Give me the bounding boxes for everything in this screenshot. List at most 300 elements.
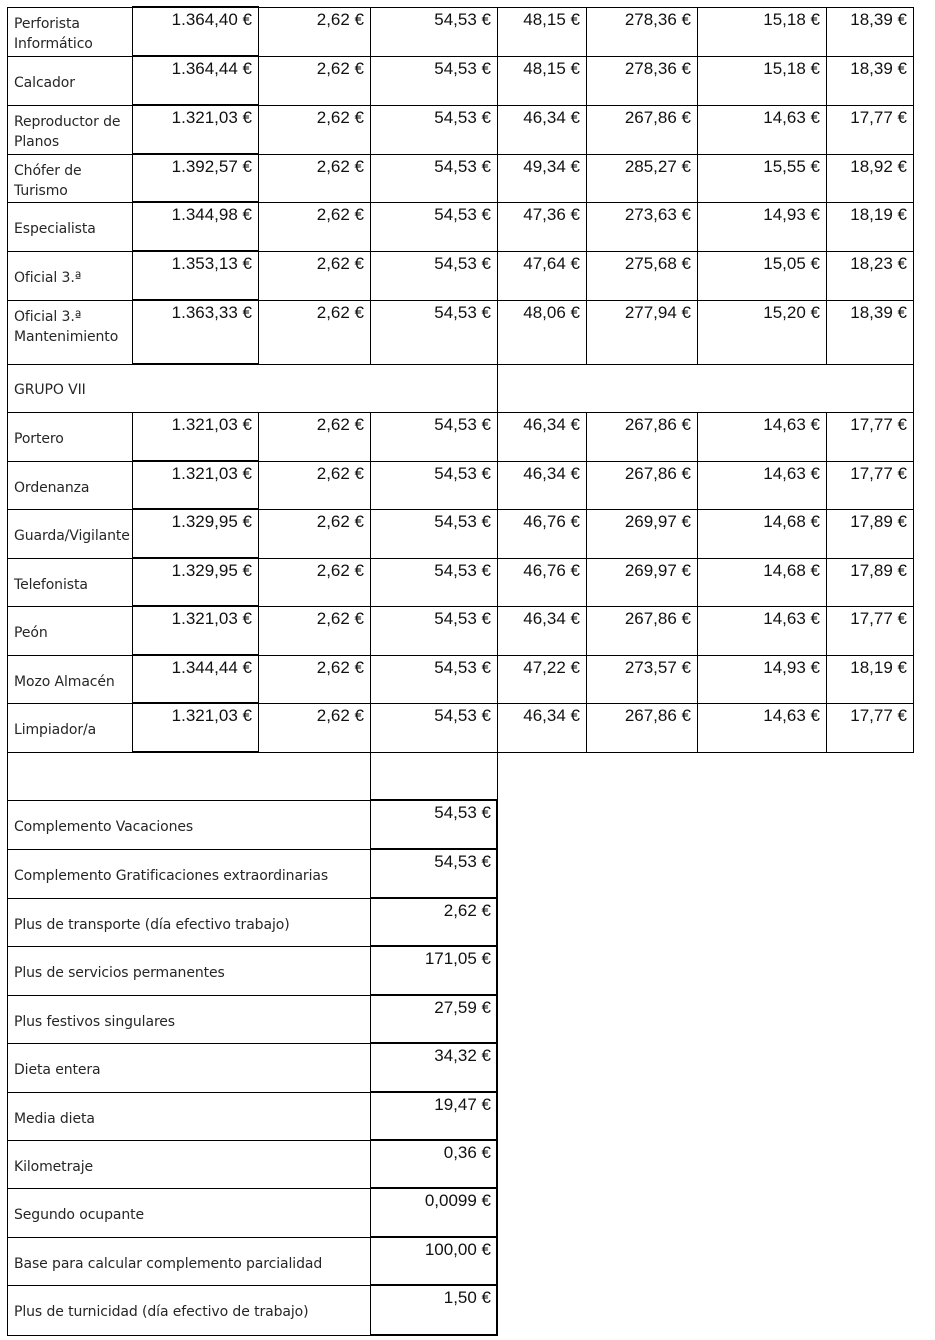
vertical-rule [7,7,8,57]
vertical-rule [586,251,587,301]
vertical-rule [258,461,259,510]
vertical-rule [826,509,827,559]
vacation-complement-cell: 54,53 € [434,415,491,434]
group-header: GRUPO VII [14,382,86,398]
vertical-rule [370,1237,371,1286]
vertical-rule [586,154,587,203]
overtime-cell: 14,68 € [763,512,820,531]
vertical-rule [697,509,698,559]
category-cell: Telefonista [14,577,88,593]
vacation-complement-cell: 54,53 € [434,464,491,483]
vertical-rule [913,461,914,510]
vertical-rule [370,251,371,301]
vertical-rule [7,1043,8,1093]
supplement-label: Segundo ocupante [14,1207,145,1223]
transport-plus-cell: 2,62 € [316,59,364,78]
vertical-rule [826,558,827,607]
vertical-rule [826,56,827,106]
overtime-cell: 14,93 € [763,205,820,224]
vertical-rule [132,154,133,203]
night-cell: 17,89 € [850,561,907,580]
overtime-cell: 14,68 € [763,561,820,580]
vertical-rule [258,154,259,203]
vacation-complement-cell: 54,53 € [434,512,491,531]
vertical-rule [370,752,371,800]
vacation-complement-cell: 54,53 € [434,59,491,78]
base-salary-cell: 1.344,98 € [171,205,252,224]
vertical-rule [258,105,259,155]
vertical-rule [370,655,371,704]
vertical-rule [913,300,914,365]
base-salary-cell: 1.392,57 € [171,157,252,176]
hour-rate-cell: 48,15 € [523,59,580,78]
vertical-rule [586,655,587,704]
vertical-rule [586,509,587,559]
supplement-value: 100,00 € [424,1240,491,1259]
vertical-rule [697,251,698,301]
vertical-rule [258,300,259,365]
vertical-rule [7,1188,8,1238]
vertical-rule [258,202,259,252]
vertical-rule [496,800,498,850]
vertical-rule [496,1285,498,1336]
night-cell: 18,39 € [850,59,907,78]
vertical-rule [7,703,8,753]
vertical-rule [497,703,498,753]
vertical-rule [586,105,587,155]
vertical-rule [826,655,827,704]
vertical-rule [132,56,133,106]
vertical-rule [586,606,587,656]
vertical-rule [7,800,8,850]
vertical-rule [826,412,827,462]
vertical-rule [370,202,371,252]
base-salary-cell: 1.353,13 € [171,254,252,273]
vertical-rule [132,105,133,155]
category-cell: Ordenanza [14,480,90,496]
base-salary-cell: 1.321,03 € [171,609,252,628]
vertical-rule [258,703,259,753]
vertical-rule [370,105,371,155]
vertical-rule [697,154,698,203]
vertical-rule [586,202,587,252]
extra-rate-cell: 273,57 € [624,658,691,677]
hour-rate-cell: 46,34 € [523,706,580,725]
vertical-rule [826,154,827,203]
night-cell: 18,92 € [850,157,907,176]
vertical-rule [496,995,498,1044]
vertical-rule [497,558,498,607]
vertical-rule [496,898,498,947]
vacation-complement-cell: 54,53 € [434,254,491,273]
vertical-rule [586,300,587,365]
transport-plus-cell: 2,62 € [316,706,364,725]
overtime-cell: 15,55 € [763,157,820,176]
vertical-rule [913,154,914,203]
transport-plus-cell: 2,62 € [316,108,364,127]
extra-rate-cell: 273,63 € [624,205,691,224]
hour-rate-cell: 46,76 € [523,512,580,531]
vertical-rule [497,509,498,559]
night-cell: 18,19 € [850,658,907,677]
transport-plus-cell: 2,62 € [316,561,364,580]
night-cell: 17,77 € [850,706,907,725]
vertical-rule [497,7,498,57]
vertical-rule [913,412,914,462]
vertical-rule [370,1043,371,1093]
category-cell: Calcador [14,75,75,91]
vertical-rule [7,300,8,365]
vertical-rule [132,300,133,365]
vertical-rule [258,251,259,301]
supplement-value: 0,0099 € [424,1191,491,1210]
vacation-complement-cell: 54,53 € [434,157,491,176]
vertical-rule [497,251,498,301]
hour-rate-cell: 47,36 € [523,205,580,224]
vertical-rule [7,412,8,462]
supplement-value: 34,32 € [434,1046,491,1065]
vertical-rule [497,655,498,704]
supplement-label: Complemento Vacaciones [14,819,194,835]
supplement-label: Plus de turnicidad (día efectivo de trabajo) [14,1304,309,1320]
vertical-rule [586,412,587,462]
vertical-rule [586,558,587,607]
category-cell: Guarda/Vigilante [14,528,130,544]
extra-rate-cell: 267,86 € [624,706,691,725]
vertical-rule [826,606,827,656]
vertical-rule [586,461,587,510]
vertical-rule [132,251,133,301]
supplement-value: 171,05 € [424,949,491,968]
vertical-rule [370,606,371,656]
base-salary-cell: 1.321,03 € [171,108,252,127]
hour-rate-cell: 49,34 € [523,157,580,176]
extra-rate-cell: 278,36 € [624,10,691,29]
vertical-rule [826,703,827,753]
vacation-complement-cell: 54,53 € [434,303,491,322]
transport-plus-cell: 2,62 € [316,512,364,531]
category-cell: Mozo Almacén [14,674,115,690]
vertical-rule [7,461,8,510]
vertical-rule [258,558,259,607]
vertical-rule [7,1092,8,1141]
vertical-rule [7,154,8,203]
horizontal-rule [370,1334,498,1336]
vertical-rule [496,1140,498,1189]
vertical-rule [697,655,698,704]
vertical-rule [258,7,259,57]
vertical-rule [370,703,371,753]
vertical-rule [7,1237,8,1286]
vertical-rule [697,461,698,510]
vertical-rule [370,412,371,462]
extra-rate-cell: 267,86 € [624,108,691,127]
vertical-rule [586,7,587,57]
overtime-cell: 15,18 € [763,10,820,29]
night-cell: 18,23 € [850,254,907,273]
category-cell: Limpiador/a [14,722,97,738]
vertical-rule [697,412,698,462]
category-cell: Portero [14,431,64,447]
vertical-rule [7,946,8,996]
vertical-rule [7,752,8,800]
vertical-rule [258,655,259,704]
vertical-rule [370,1140,371,1189]
night-cell: 18,39 € [850,303,907,322]
vacation-complement-cell: 54,53 € [434,561,491,580]
category-cell: Perforista Informático [14,16,93,52]
category-cell: Reproductor de Planos [14,114,121,150]
vertical-rule [370,154,371,203]
overtime-cell: 15,20 € [763,303,820,322]
base-salary-cell: 1.321,03 € [171,415,252,434]
vertical-rule [7,898,8,947]
vertical-rule [697,606,698,656]
vertical-rule [497,202,498,252]
vertical-rule [826,105,827,155]
horizontal-rule [132,751,259,753]
extra-rate-cell: 269,97 € [624,561,691,580]
vertical-rule [7,1285,8,1336]
base-salary-cell: 1.321,03 € [171,706,252,725]
vertical-rule [586,56,587,106]
vertical-rule [132,558,133,607]
vertical-rule [7,364,8,412]
vertical-rule [132,202,133,252]
vertical-rule [697,558,698,607]
vertical-rule [370,849,371,899]
vertical-rule [913,655,914,704]
supplement-value: 54,53 € [434,803,491,822]
vertical-rule [132,703,133,753]
hour-rate-cell: 47,22 € [523,658,580,677]
vertical-rule [697,202,698,252]
extra-rate-cell: 269,97 € [624,512,691,531]
night-cell: 17,77 € [850,415,907,434]
vertical-rule [497,752,498,800]
hour-rate-cell: 46,76 € [523,561,580,580]
supplement-value: 54,53 € [434,852,491,871]
vertical-rule [7,1140,8,1189]
vertical-rule [258,412,259,462]
vertical-rule [497,105,498,155]
night-cell: 17,77 € [850,108,907,127]
supplement-value: 27,59 € [434,998,491,1017]
vertical-rule [370,1285,371,1336]
vacation-complement-cell: 54,53 € [434,108,491,127]
supplement-label: Media dieta [14,1111,95,1127]
vertical-rule [370,800,371,850]
night-cell: 17,77 € [850,609,907,628]
night-cell: 17,89 € [850,512,907,531]
vertical-rule [132,461,133,510]
vertical-rule [132,606,133,656]
vertical-rule [370,946,371,996]
vertical-rule [7,606,8,656]
vertical-rule [913,558,914,607]
supplement-label: Base para calcular complemento parcialidad [14,1256,323,1272]
overtime-cell: 14,63 € [763,415,820,434]
vertical-rule [826,202,827,252]
vertical-rule [826,300,827,365]
vertical-rule [496,1188,498,1238]
supplement-label: Dieta entera [14,1062,101,1078]
category-cell: Peón [14,625,48,641]
supplement-label: Complemento Gratificaciones extraordinarias [14,868,329,884]
vertical-rule [496,849,498,899]
vertical-rule [132,655,133,704]
overtime-cell: 14,93 € [763,658,820,677]
supplement-value: 2,62 € [443,901,491,920]
vacation-complement-cell: 54,53 € [434,10,491,29]
vertical-rule [496,1237,498,1286]
base-salary-cell: 1.321,03 € [171,464,252,483]
vertical-rule [913,251,914,301]
transport-plus-cell: 2,62 € [316,10,364,29]
base-salary-cell: 1.363,33 € [171,303,252,322]
extra-rate-cell: 285,27 € [624,157,691,176]
overtime-cell: 14,63 € [763,706,820,725]
vertical-rule [7,105,8,155]
transport-plus-cell: 2,62 € [316,303,364,322]
vertical-rule [370,461,371,510]
vertical-rule [7,558,8,607]
vertical-rule [697,56,698,106]
hour-rate-cell: 46,34 € [523,464,580,483]
base-salary-cell: 1.344,44 € [171,658,252,677]
vertical-rule [913,509,914,559]
extra-rate-cell: 267,86 € [624,464,691,483]
vertical-rule [258,509,259,559]
vertical-rule [697,105,698,155]
vertical-rule [7,202,8,252]
transport-plus-cell: 2,62 € [316,415,364,434]
extra-rate-cell: 277,94 € [624,303,691,322]
transport-plus-cell: 2,62 € [316,609,364,628]
vertical-rule [913,105,914,155]
base-salary-cell: 1.329,95 € [171,512,252,531]
vertical-rule [826,461,827,510]
transport-plus-cell: 2,62 € [316,205,364,224]
hour-rate-cell: 46,34 € [523,609,580,628]
vertical-rule [7,251,8,301]
vertical-rule [913,364,914,412]
vertical-rule [7,849,8,899]
vertical-rule [826,7,827,57]
vertical-rule [913,56,914,106]
vertical-rule [496,1043,498,1093]
base-salary-cell: 1.329,95 € [171,561,252,580]
vertical-rule [370,1188,371,1238]
extra-rate-cell: 278,36 € [624,59,691,78]
vertical-rule [370,509,371,559]
extra-rate-cell: 267,86 € [624,609,691,628]
vertical-rule [370,1092,371,1141]
base-salary-cell: 1.364,44 € [171,59,252,78]
vertical-rule [586,703,587,753]
vertical-rule [7,995,8,1044]
vertical-rule [370,898,371,947]
vertical-rule [132,7,133,57]
overtime-cell: 14,63 € [763,609,820,628]
transport-plus-cell: 2,62 € [316,254,364,273]
vertical-rule [913,606,914,656]
supplement-label: Plus de servicios permanentes [14,965,225,981]
transport-plus-cell: 2,62 € [316,658,364,677]
vertical-rule [7,655,8,704]
vertical-rule [826,251,827,301]
vacation-complement-cell: 54,53 € [434,609,491,628]
hour-rate-cell: 46,34 € [523,108,580,127]
supplement-label: Kilometraje [14,1159,94,1175]
vertical-rule [913,703,914,753]
vertical-rule [697,7,698,57]
base-salary-cell: 1.364,40 € [171,10,252,29]
vertical-rule [370,558,371,607]
vertical-rule [497,606,498,656]
vertical-rule [7,509,8,559]
hour-rate-cell: 48,06 € [523,303,580,322]
overtime-cell: 15,05 € [763,254,820,273]
vertical-rule [913,202,914,252]
supplement-value: 19,47 € [434,1095,491,1114]
vertical-rule [370,56,371,106]
vertical-rule [258,606,259,656]
night-cell: 17,77 € [850,464,907,483]
vertical-rule [7,56,8,106]
hour-rate-cell: 48,15 € [523,10,580,29]
vertical-rule [132,412,133,462]
vertical-rule [497,412,498,462]
overtime-cell: 14,63 € [763,464,820,483]
supplement-value: 1,50 € [443,1288,491,1307]
vertical-rule [370,7,371,57]
vertical-rule [913,7,914,57]
category-cell: Oficial 3.ª [14,270,82,286]
vertical-rule [497,364,498,412]
transport-plus-cell: 2,62 € [316,464,364,483]
category-cell: Chófer de Turismo [14,163,82,199]
overtime-cell: 15,18 € [763,59,820,78]
hour-rate-cell: 47,64 € [523,254,580,273]
vertical-rule [496,946,498,996]
supplement-value: 0,36 € [443,1143,491,1162]
vertical-rule [132,509,133,559]
vertical-rule [697,300,698,365]
vertical-rule [370,300,371,365]
category-cell: Especialista [14,221,96,237]
overtime-cell: 14,63 € [763,108,820,127]
extra-rate-cell: 267,86 € [624,415,691,434]
extra-rate-cell: 275,68 € [624,254,691,273]
night-cell: 18,19 € [850,205,907,224]
night-cell: 18,39 € [850,10,907,29]
transport-plus-cell: 2,62 € [316,157,364,176]
supplement-label: Plus festivos singulares [14,1014,175,1030]
vertical-rule [497,56,498,106]
vacation-complement-cell: 54,53 € [434,706,491,725]
vertical-rule [497,154,498,203]
category-cell: Oficial 3.ª Mantenimiento [14,309,119,345]
vertical-rule [697,703,698,753]
supplement-label: Plus de transporte (día efectivo trabajo) [14,917,290,933]
vertical-rule [497,461,498,510]
vacation-complement-cell: 54,53 € [434,205,491,224]
vacation-complement-cell: 54,53 € [434,658,491,677]
vertical-rule [497,300,498,365]
hour-rate-cell: 46,34 € [523,415,580,434]
vertical-rule [258,56,259,106]
